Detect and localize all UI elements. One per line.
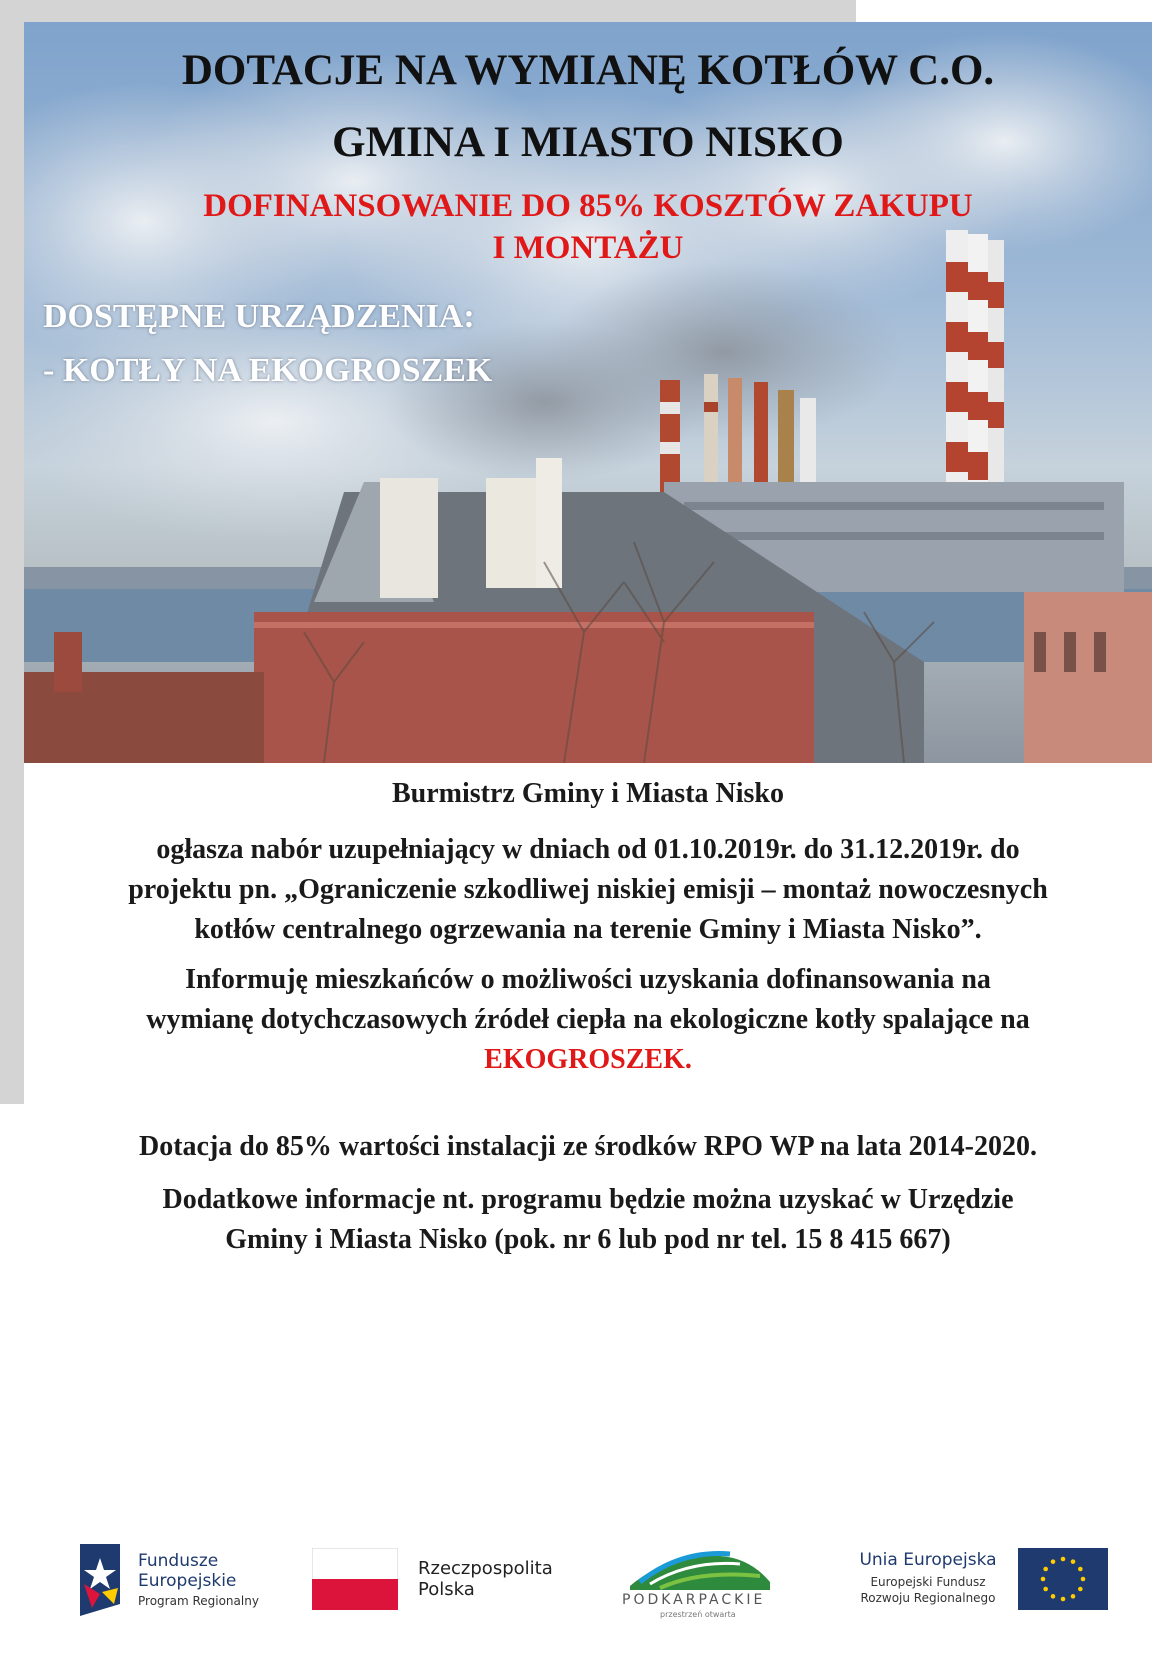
eu-star (1043, 1587, 1048, 1592)
contact-line2: Gminy i Miasta Nisko (pok. nr 6 lub pod nr tel. 15 8 415 667) (225, 1224, 951, 1255)
funding-logos-bar (0, 1536, 1169, 1626)
poster-title-line2: GMINA I MIASTO NISKO (332, 119, 844, 166)
eu-title: Unia Europejska (859, 1550, 997, 1570)
eu-flag-icon (1018, 1548, 1108, 1610)
eu-star (1051, 1559, 1056, 1564)
poster-title-line1: DOTACJE NA WYMIANĘ KOTŁÓW C.O. (181, 47, 995, 94)
info-line2: wymianę dotychczasowych źródeł ciepła na ekologiczne kotły spalające na (146, 1004, 1030, 1035)
announcement-line1: ogłasza nabór uzupełniający w dniach od 01.10.2019r. do 31.12.2019r. do (156, 834, 1020, 865)
announcement-line3: kotłów centralnego ogrzewania na terenie Gminy i Miasta Nisko”. (194, 914, 982, 945)
available-devices-heading: DOSTĘPNE URZĄDZENIA: (43, 298, 475, 335)
eu-star (1061, 1557, 1066, 1562)
eu-flag-logo (0, 1536, 1169, 1626)
fe-program-label: Program Regionalny (138, 1594, 259, 1608)
available-devices-item: - KOTŁY NA EKOGROSZEK (43, 352, 493, 389)
eu-star (1071, 1594, 1076, 1599)
podkarpackie-tagline: przestrzeń otwarta (660, 1610, 736, 1619)
eu-star (1071, 1559, 1076, 1564)
eu-star (1051, 1594, 1056, 1599)
pl-name-line1: Rzeczpospolita (418, 1558, 553, 1579)
podkarpackie-name: PODKARPACKIE (622, 1592, 766, 1608)
info-line1: Informuję mieszkańców o możliwości uzyskania dofinansowania na (185, 964, 991, 995)
eu-star (1043, 1567, 1048, 1572)
announcement-line2: projektu pn. „Ograniczenie szkodliwej niskiej emisji – montaż nowoczesnych (128, 874, 1048, 905)
pl-name-line2: Polska (418, 1579, 475, 1600)
header-photo (24, 22, 1152, 763)
cofunding-highlight-line2: I MONTAŻU (492, 230, 684, 266)
fe-name-line2: Europejskie (138, 1571, 237, 1591)
issuer-line: Burmistrz Gminy i Miasta Nisko (392, 778, 784, 809)
eu-star (1078, 1567, 1083, 1572)
contact-line1: Dodatkowe informacje nt. programu będzie można uzyskać w Urzędzie (162, 1184, 1014, 1215)
eu-star (1041, 1577, 1046, 1582)
eu-star (1061, 1597, 1066, 1602)
subsidy-line: Dotacja do 85% wartości instalacji ze środków RPO WP na lata 2014-2020. (138, 1131, 1038, 1162)
fe-name-line1: Fundusze (138, 1551, 219, 1571)
cofunding-highlight-line1: DOFINANSOWANIE DO 85% KOSZTÓW ZAKUPU (203, 188, 973, 224)
eu-fund-line1: Europejski Fundusz (870, 1575, 986, 1589)
fuel-highlight: EKOGROSZEK. (484, 1044, 692, 1075)
eu-star (1081, 1577, 1086, 1582)
eu-fund-line2: Rozwoju Regionalnego (860, 1591, 996, 1605)
eu-star (1078, 1587, 1083, 1592)
